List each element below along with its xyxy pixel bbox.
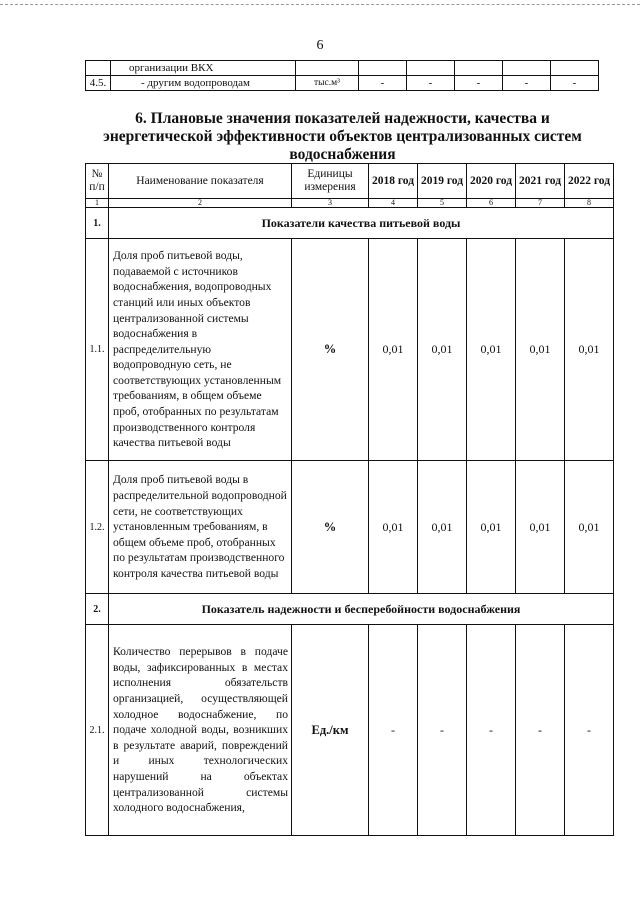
scan-top-border [0,4,640,5]
table-row [86,461,614,594]
header-year: 2019 год [418,164,467,199]
column-number: 8 [565,199,614,208]
row-name: Количество перерывов в подаче воды, зафиксированных в местах исполнения обязательств организацией, осуществляющей холодное водоснабжение, по подаче холодной воды, возникших в результате аварий, повреждений и иных технологических нарушений на объектах централизованной системы холодного водоснабжения, [109,625,292,836]
column-number: 5 [418,199,467,208]
header-number: № п/п [86,164,109,199]
column-number: 7 [516,199,565,208]
row-number: 1.1. [86,239,109,461]
header-name: Наименование показателя [109,164,292,199]
row-value: 0,01 [369,239,418,461]
table-row [86,239,614,461]
indicators-table [85,163,614,836]
row-value: - [565,625,614,836]
section-row [86,594,614,625]
row-name: Доля проб питьевой воды в распределительной водопроводной сети, не соответствующих установленным требованиям, в общем объеме проб, отобранных по результатам производственного контроля качества питьевой воды [109,461,292,594]
row-value: - [369,625,418,836]
section-row [86,208,614,239]
column-number: 4 [369,199,418,208]
column-number: 3 [292,199,369,208]
header-unit: Единицы измерения [292,164,369,199]
row-value: - [455,76,503,91]
row-value: - [467,625,516,836]
header-year: 2021 год [516,164,565,199]
section-title: 6. Плановые значения показателей надежности, качества и энергетической эффективности объектов централизованных систем водоснабжения [103,110,582,163]
page-number: 6 [316,38,324,53]
row-value [551,61,599,76]
row-value [359,61,407,76]
row-number: 1.2. [86,461,109,594]
row-number: 2.1. [86,625,109,836]
row-unit: % [292,461,369,594]
row-value: 0,01 [418,239,467,461]
header-year: 2020 год [467,164,516,199]
header-year: 2018 год [369,164,418,199]
row-value: 0,01 [565,461,614,594]
row-unit [296,61,359,76]
row-value: - [551,76,599,91]
section-number: 1. [86,208,109,239]
row-number: 4.5. [86,76,111,91]
section-heading: Показатели качества питьевой воды [109,208,614,239]
row-value: 0,01 [418,461,467,594]
section-number: 2. [86,594,109,625]
column-numbers-row [86,199,614,208]
table-row [86,76,599,91]
row-number [86,61,111,76]
table-row [86,61,599,76]
row-value [455,61,503,76]
row-value: - [503,76,551,91]
row-value: - [516,625,565,836]
section-heading: Показатель надежности и бесперебойности водоснабжения [109,594,614,625]
row-value: 0,01 [516,239,565,461]
row-value [407,61,455,76]
column-number: 1 [86,199,109,208]
row-unit: тыс.м³ [296,76,359,91]
header-row [86,164,614,199]
row-name: организации ВКХ [111,61,296,76]
row-value: - [418,625,467,836]
row-value: 0,01 [369,461,418,594]
row-value: 0,01 [467,239,516,461]
row-unit: % [292,239,369,461]
row-unit: Ед./км [292,625,369,836]
row-name: - другим водопроводам [111,76,296,91]
row-name: Доля проб питьевой воды, подаваемой с источников водоснабжения, водопроводных станций или иных объектов централизованной системы водоснабжения в распределительную водопроводную сеть, не соответствующих установленным требованиям, в общем объеме проб, отобранных по результатам производственного контроля качества питьевой воды [109,239,292,461]
row-value: - [359,76,407,91]
row-value [503,61,551,76]
header-year: 2022 год [565,164,614,199]
column-number: 6 [467,199,516,208]
row-value: 0,01 [565,239,614,461]
row-value: 0,01 [516,461,565,594]
previous-table-fragment [85,60,599,91]
row-value: 0,01 [467,461,516,594]
table-row [86,625,614,836]
row-value: - [407,76,455,91]
column-number: 2 [109,199,292,208]
